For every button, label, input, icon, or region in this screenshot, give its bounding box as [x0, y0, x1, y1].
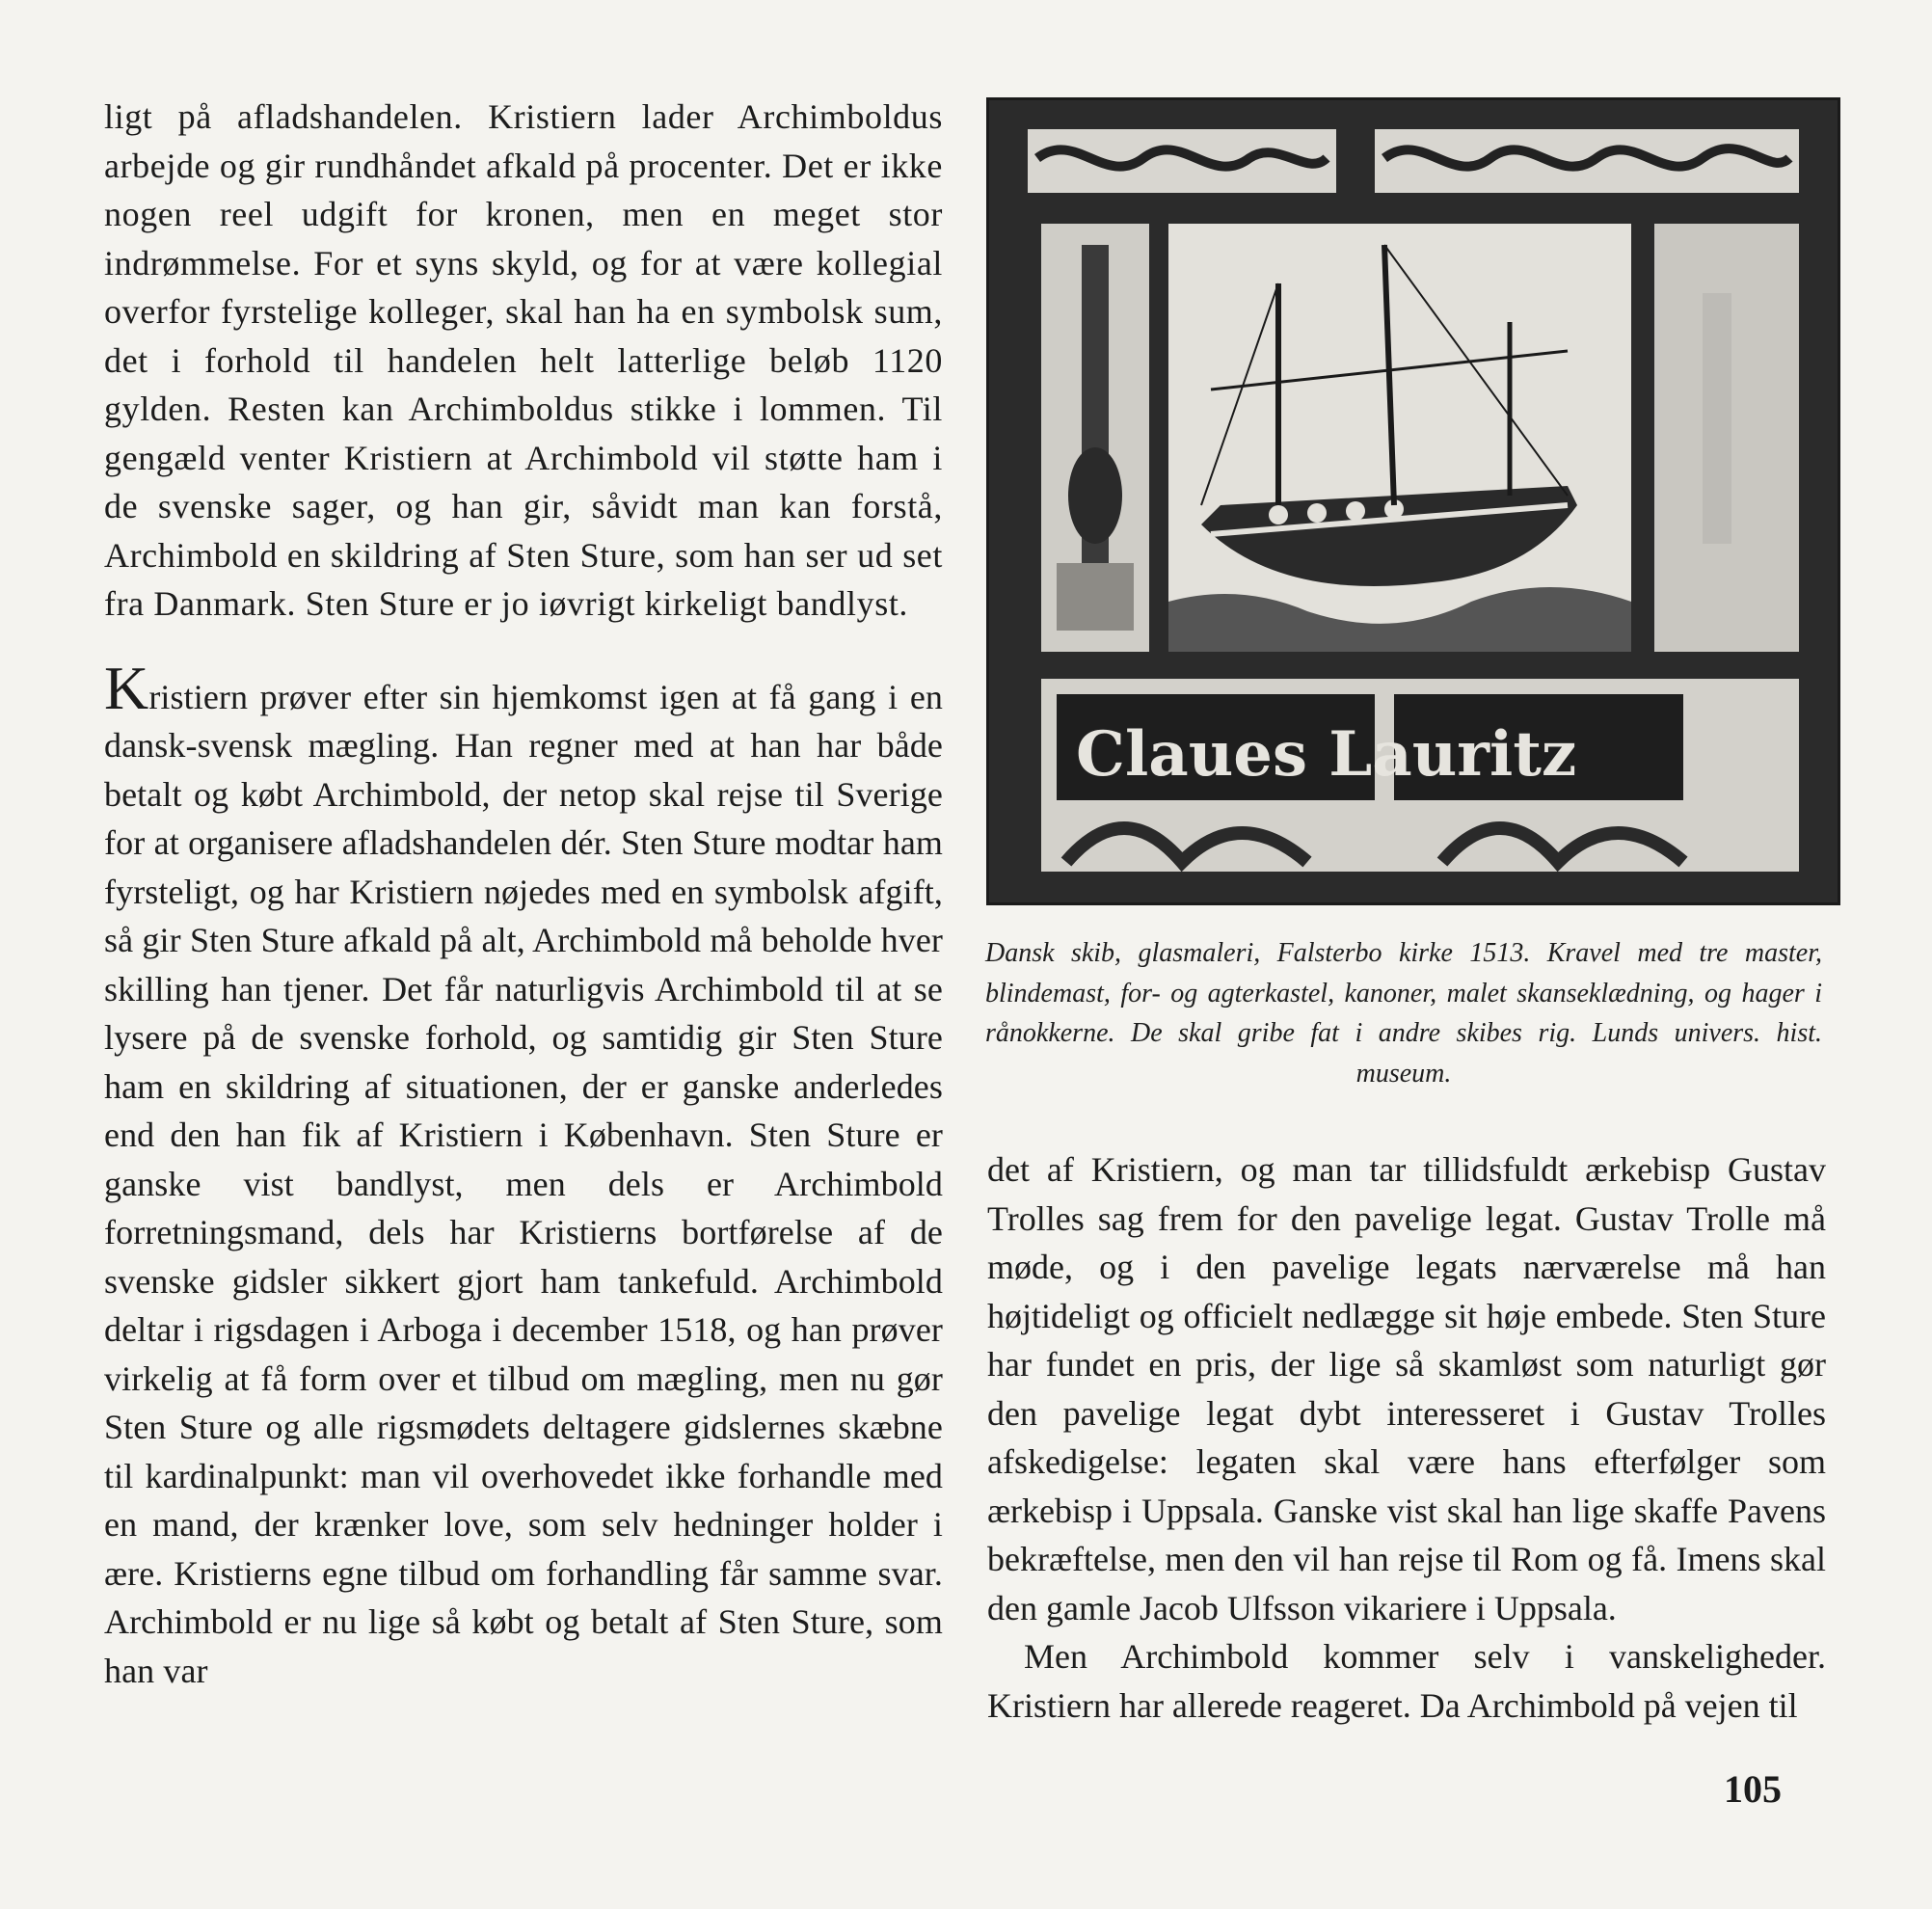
paragraph-text: ristiern prøver efter sin hjemkomst igen at få gang i en dansk-svensk mægling. Han regner med at han har både betalt og købt Archimbold, der netop skal rejse til Sverige for at organisere afladshandelen dér. Sten Sture modtar ham fyrsteligt, og har Kristiern nøjedes med en symbolsk afgift, så gir Sten Sture afkald på alt, Archimbold må beholde hver skilling han tjener. Det får naturligvis Archimbold til at se lysere på de svenske forhold, og samtidig gir Sten Sture ham en skildring af situationen, der er ganske anderledes end den han fik af Kristiern i København. Sten Sture er ganske vist bandlyst, men dels er Archimbold forretningsmand, dels har Kristierns bortførelse af de svenske gidsler sikkert gjort ham tankefuld. Archimbold deltar i rigsdagen i Arboga i december 1518, og han prøver virkelig at få form over et tilbud om mægling, men nu gør Sten Sture og alle rigsmødets deltagere gidslernes skæbne til kardinalpunkt: man vil overhovedet ikke forhandle med en mand, der krænker love, som selv hedninger holder i ære. Kristierns egne tilbud om forhandling får samme svar. Archimbold er nu lige så købt og betalt af Sten Sture, som han var [104, 677, 943, 1690]
figure-caption: Dansk skib, glasmaleri, Falsterbo kirke 1513. Kravel med tre master, blindemast, for- og agterkastel, kanoner, malet skanseklædning, og hager i rånokkerne. De skal gribe fat i andre skibes rig. Lunds univers. hist. museum. [985, 938, 1822, 1089]
paragraph: det af Kristiern, og man tar tillidsfuldt ærkebisp Gustav Trolles sag frem for den pavelige legat. Gustav Trolle må møde, og i den pavelige legats nærværelse må han højtideligt og officielt nedlægge sit høje embede. Sten Sture har fundet en pris, der lige så skamløst som naturligt gør den pavelige legat dybt interesseret i Gustav Trolles afskedigelse: legaten skal være hans efterfølger som ærkebisp i Uppsala. Ganske vist skal han lige skaffe Pavens bekræftelse, men den vil han rejse til Rom og få. Imens skal den gamle Jacob Ulfsson vikariere i Uppsala. [987, 1150, 1826, 1627]
left-text-column [104, 93, 943, 1695]
right-text-column [987, 1145, 1826, 1730]
stained-glass-ship-image [989, 100, 1838, 902]
inscription-text: Claues Lauritz [1076, 718, 1577, 791]
paragraph: ligt på afladshandelen. Kristiern lader Archimboldus arbejde og gir rundhåndet afkald på procenter. Det er ikke nogen reel udgift for kronen, men en meget stor indrømmelse. For et syns skyld, og for at være kollegial overfor fyrstelige kolleger, skal han ha en symbolsk sum, det i forhold til handelen helt latterlige beløb 1120 gylden. Resten kan Archimboldus stikke i lommen. Til gengæld venter Kristiern at Archimbold vil støtte ham i de svenske sager, og han gir, såvidt man kan forstå, Archimbold en skildring af Sten Sture, som han ser ud set fra Danmark. Sten Sture er jo iøvrigt kirkeligt bandlyst. [104, 97, 943, 623]
paragraph: Men Archimbold kommer selv i vanskeligheder. Kristiern har allerede reageret. Da Archimbold på vejen til [987, 1637, 1826, 1725]
paragraph [104, 653, 943, 1696]
initial-letter: K [104, 653, 149, 722]
page-number: 105 [1724, 1767, 1782, 1811]
